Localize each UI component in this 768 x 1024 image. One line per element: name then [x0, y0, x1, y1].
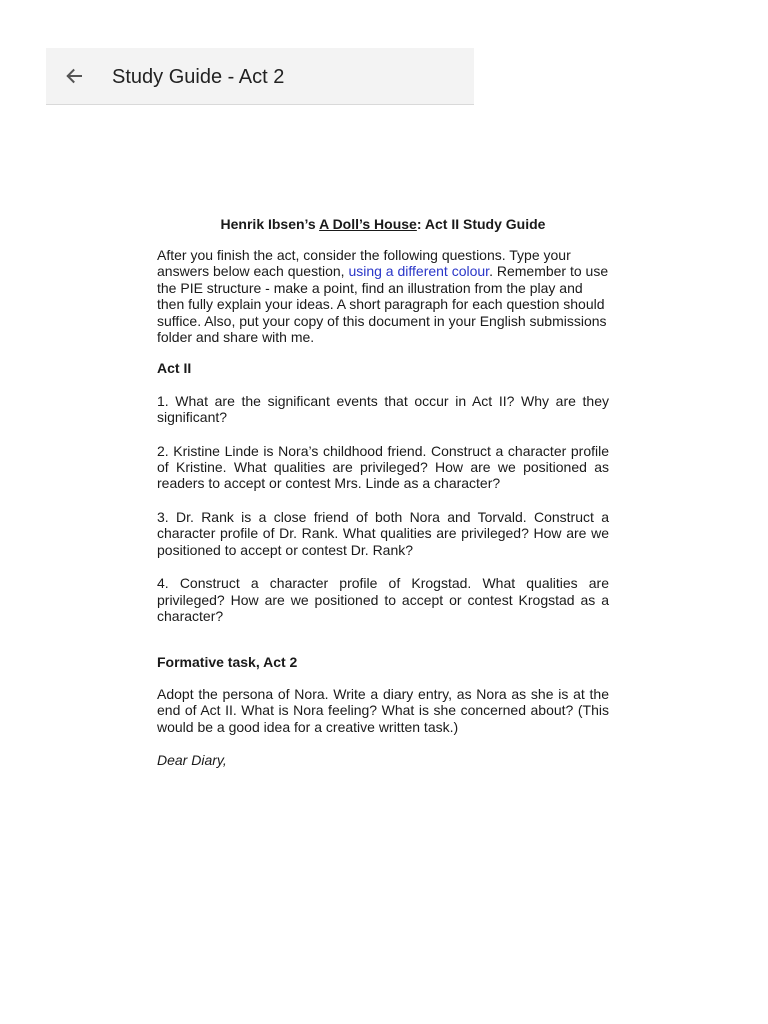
question-2: 2. Kristine Linde is Nora’s childhood friend. Construct a character profile of Kristine. What qualities are privileged? How are we positioned as readers to accept or contest Mrs. Linde as a character?	[157, 442, 609, 492]
question-1: 1. What are the significant events that occur in Act II? Why are they significant?	[157, 392, 609, 426]
page-title: Study Guide - Act 2	[112, 66, 285, 88]
heading-prefix: Henrik Ibsen’s	[220, 216, 320, 232]
back-button[interactable]	[60, 62, 88, 90]
diary-salutation: Dear Diary,	[157, 751, 227, 768]
formative-task-text: Adopt the persona of Nora. Write a diary entry, as Nora as she is at the end of Act II. What is Nora feeling? What is she concerned about? (This would be a good idea for a creative written task.)	[157, 685, 609, 735]
colour-link[interactable]: using a different colour	[348, 263, 490, 280]
intro-paragraph	[157, 247, 609, 345]
app-bar	[46, 48, 474, 105]
heading-suffix: : Act II Study Guide	[416, 216, 546, 232]
arrow-left-icon	[64, 66, 84, 86]
intro-text-part1: After you finish the act, consider the following questions. Type your answers below each question,	[157, 247, 571, 280]
intro-text-part2: . Remember to use the PIE structure - make a point, find an illustration from the play and then fully explain your ideas. A short paragraph for each question should suffice. Also, put your copy of this document in your English submissions folder and share with me.	[157, 263, 609, 346]
document-body	[157, 216, 609, 768]
question-3: 3. Dr. Rank is a close friend of both Nora and Torvald. Construct a character profile of Dr. Rank. What qualities are privileged? How are we positioned to accept or contest Dr. Rank?	[157, 508, 609, 558]
document-heading	[157, 216, 609, 232]
play-title: A Doll’s House	[319, 216, 417, 232]
question-4: 4. Construct a character profile of Krogstad. What qualities are privileged? How are we positioned to accept or contest Krogstad as a character?	[157, 575, 609, 624]
formative-task-heading: Formative task, Act 2	[157, 654, 298, 671]
section-heading-act-ii: Act II	[157, 360, 192, 377]
